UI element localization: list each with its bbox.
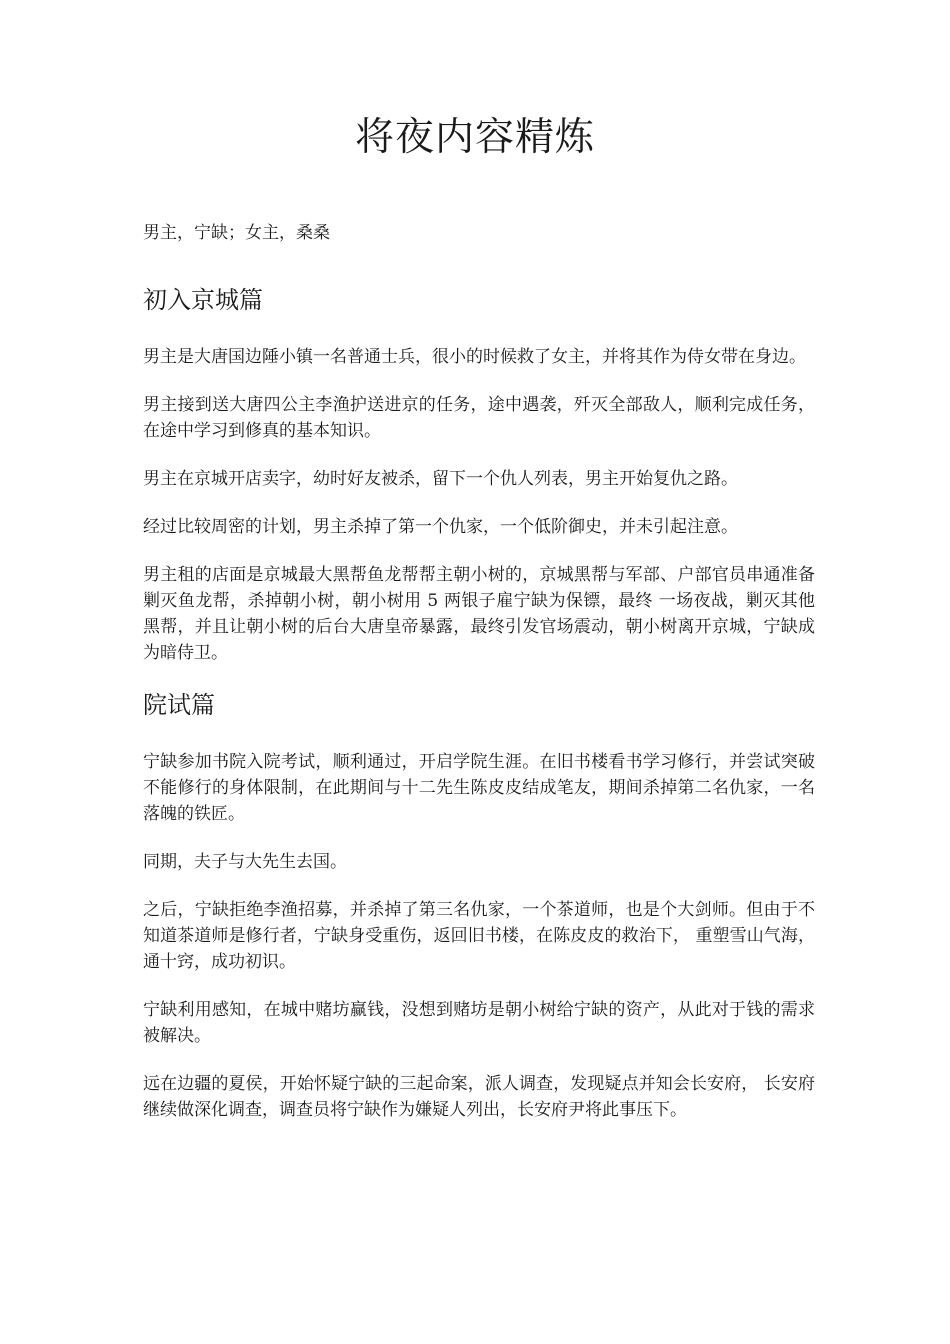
paragraph: 经过比较周密的计划，男主杀掉了第一个仇家，一个低阶御史，并未引起注意。 [143, 517, 738, 537]
paragraph: 宁缺利用感知，在城中赌坊赢钱，没想到赌坊是朝小树给宁缺的资产，从此对于钱的需求被解决。 [143, 1000, 815, 1046]
document-title: 将夜内容精炼 [354, 115, 595, 160]
paragraph: 同期，夫子与大先生去国。 [143, 852, 347, 872]
paragraph: 宁缺参加书院入院考试，顺利通过，开启学院生涯。在旧书楼看书学习修行，并尝试突破不能修行的身体限制，在此期间与十二先生陈皮皮结成笔友，期间杀掉第二名仇家，一名落魄的铁匠。 [143, 752, 815, 824]
section-heading-jingcheng: 初入京城篇 [143, 286, 263, 314]
paragraph: 之后，宁缺拒绝李渔招募，并杀掉了第三名仇家，一个茶道师，也是个大剑师。但由于不知道茶道师是修行者，宁缺身受重伤，返回旧书楼，在陈皮皮的救治下， 重塑雪山气海，通十窍，成功初识。 [143, 900, 815, 972]
section-heading-yuanshi: 院试篇 [143, 691, 215, 719]
document-body [143, 220, 815, 1145]
intro-paragraph: 男主，宁缺；女主，桑桑 [143, 223, 330, 243]
paragraph: 远在边疆的夏侯，开始怀疑宁缺的三起命案，派人调查，发现疑点并知会长安府， 长安府继续做深化调查，调查员将宁缺作为嫌疑人列出，长安府尹将此事压下。 [143, 1074, 815, 1120]
paragraph: 男主是大唐国边陲小镇一名普通士兵，很小的时候救了女主，并将其作为侍女带在身边。 [143, 347, 806, 367]
paragraph: 男主在京城开店卖字，幼时好友被杀，留下一个仇人列表，男主开始复仇之路。 [143, 469, 738, 489]
paragraph: 男主接到送大唐四公主李渔护送进京的任务，途中遇袭，歼灭全部敌人，顺利完成任务，在途中学习到修真的基本知识。 [143, 395, 815, 441]
paragraph: 男主租的店面是京城最大黑帮鱼龙帮帮主朝小树的，京城黑帮与军部、户部官员串通准备剿灭鱼龙帮，杀掉朝小树，朝小树用 5 两银子雇宁缺为保镖，最终 一场夜战，剿灭其他黑帮，并且让朝小树的后台大唐皇帝暴露，最终引发官场震动，朝小树离开京城，宁缺成为暗侍卫。 [143, 565, 815, 663]
